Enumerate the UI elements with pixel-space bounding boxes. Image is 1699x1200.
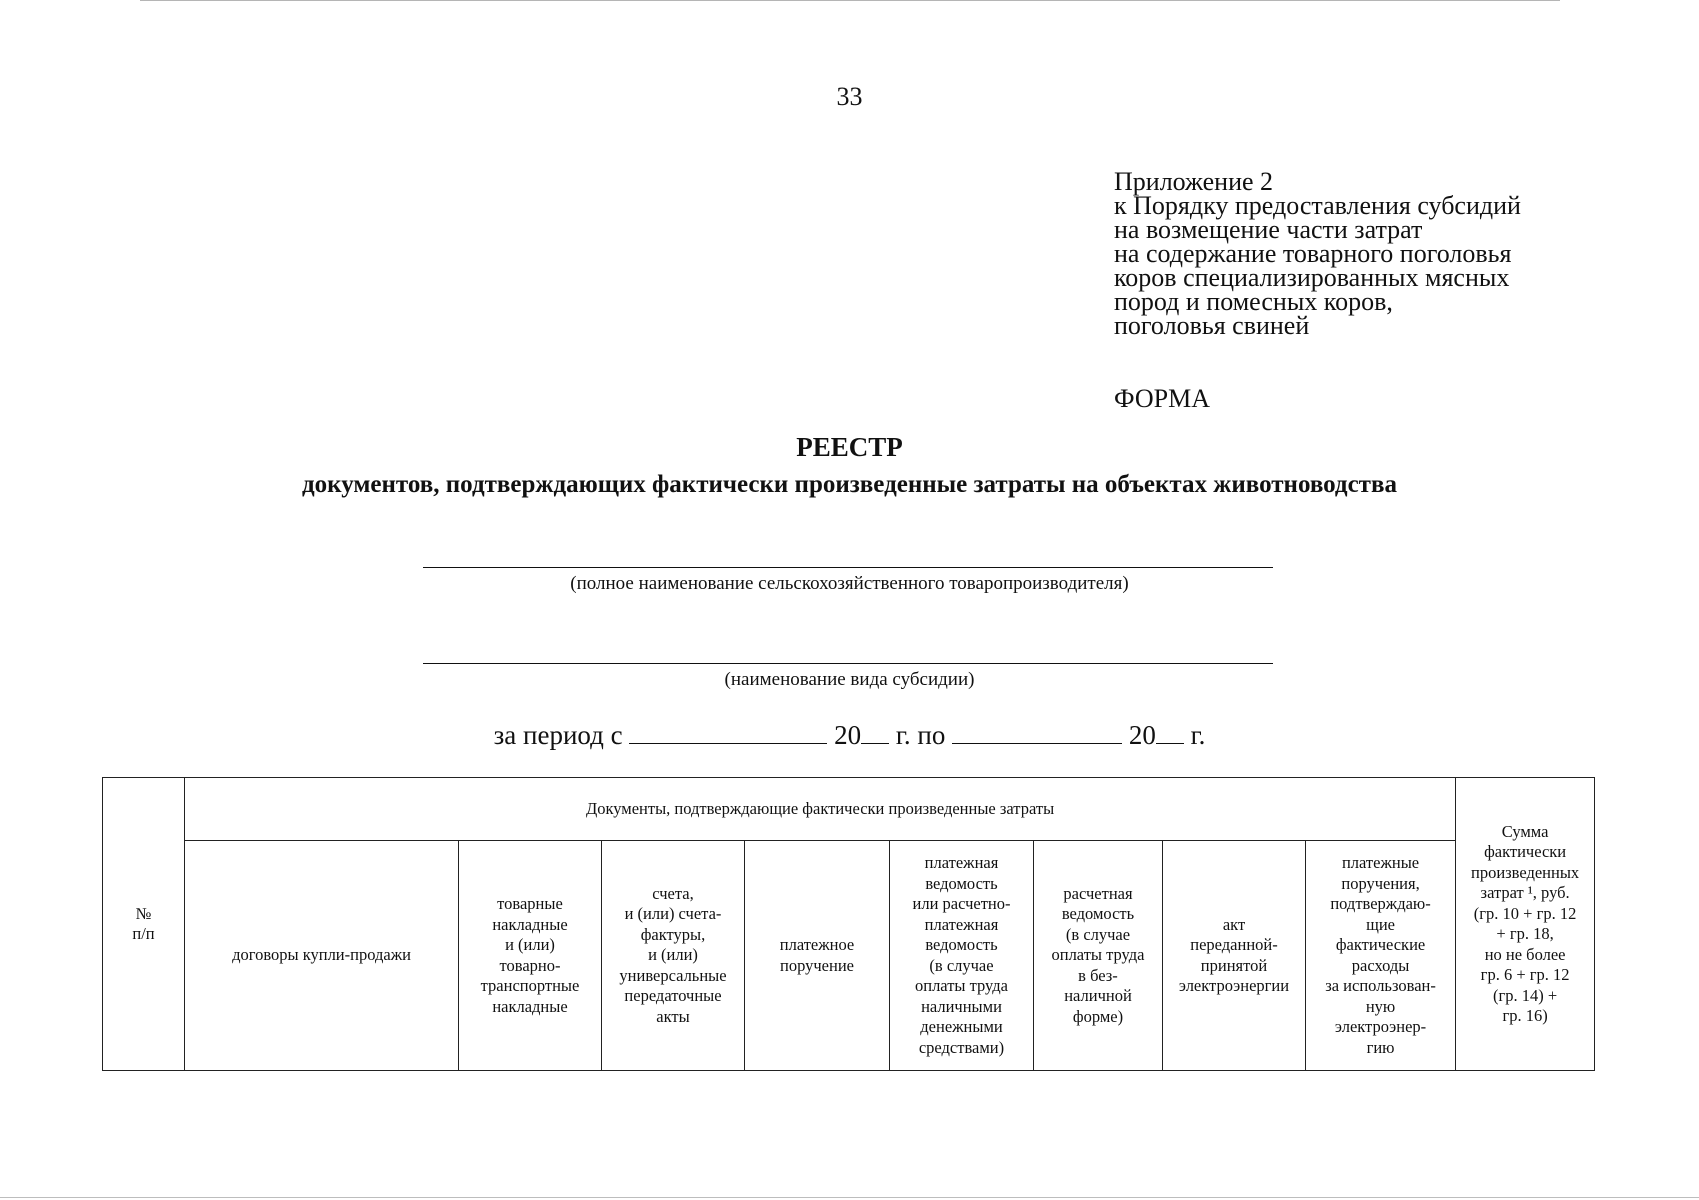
form-label: ФОРМА [1114, 384, 1210, 413]
col-electricity-payments-header: платежные поручения, подтверждаю- щие фактические расходы за использован- ную электроэнер- гию [1306, 841, 1456, 1071]
period-middle: г. по [895, 720, 946, 750]
appendix-line: коров специализированных мясных [1114, 263, 1510, 292]
document-subtitle: документов, подтверждающих фактически произведенные затраты на объектах животноводства [302, 471, 1397, 498]
col-number-header: № п/п [103, 778, 185, 1071]
period-end-year-blank[interactable] [1156, 721, 1184, 744]
period-year1: 20 [834, 720, 862, 750]
appendix-line: Приложение 2 [1114, 167, 1274, 196]
col-sum-header: Сумма фактически произведенных затрат ¹, руб. (гр. 10 + гр. 12 + гр. 18, но не более гр. 6 + гр. 12 (гр. 14) + гр. 16) [1456, 778, 1595, 1071]
page-number: 33 [836, 82, 863, 111]
period-prefix: за период с [493, 720, 623, 750]
producer-name-line[interactable] [423, 567, 1273, 568]
appendix-line: поголовья свиней [1114, 311, 1310, 340]
period-start-date-blank[interactable] [629, 721, 827, 744]
col-electricity-act-header: акт переданной- принятой электроэнергии [1163, 841, 1306, 1071]
appendix-line: на возмещение части затрат [1114, 215, 1423, 244]
period-year2: 20 [1128, 720, 1156, 750]
period-start-year-blank[interactable] [861, 721, 889, 744]
appendix-line: пород и помесных коров, [1114, 287, 1393, 316]
subsidy-type-line[interactable] [423, 663, 1273, 664]
appendix-line: на содержание товарного поголовья [1114, 239, 1512, 268]
producer-name-caption: (полное наименование сельскохозяйственного товаропроизводителя) [570, 573, 1129, 594]
subsidy-type-caption: (наименование вида субсидии) [724, 669, 975, 690]
col-payroll-noncash-header: расчетная ведомость (в случае оплаты труда в без- наличной форме) [1034, 841, 1163, 1071]
period-suffix: г. [1190, 720, 1206, 750]
period-line [0, 720, 1699, 751]
col-invoices-header: счета, и (или) счета- фактуры, и (или) универсальные передаточные акты [602, 841, 745, 1071]
col-waybills-header: товарные накладные и (или) товарно- транспортные накладные [459, 841, 602, 1071]
documents-group-header: Документы, подтверждающие фактически произведенные затраты [185, 778, 1456, 841]
period-end-date-blank[interactable] [952, 721, 1122, 744]
appendix-line: к Порядку предоставления субсидий [1114, 191, 1521, 220]
scan-edge-top [140, 0, 1560, 1]
col-payment-order-header: платежное поручение [745, 841, 890, 1071]
scan-edge-bottom [0, 1197, 1699, 1198]
col-contracts-header: договоры купли-продажи [185, 841, 459, 1071]
appendix-block [1114, 167, 1634, 340]
registry-table [102, 777, 1595, 1071]
document-title: РЕЕСТР [796, 432, 903, 462]
col-payroll-cash-header: платежная ведомость или расчетно- платежная ведомость (в случае оплаты труда наличными денежными средствами) [890, 841, 1034, 1071]
